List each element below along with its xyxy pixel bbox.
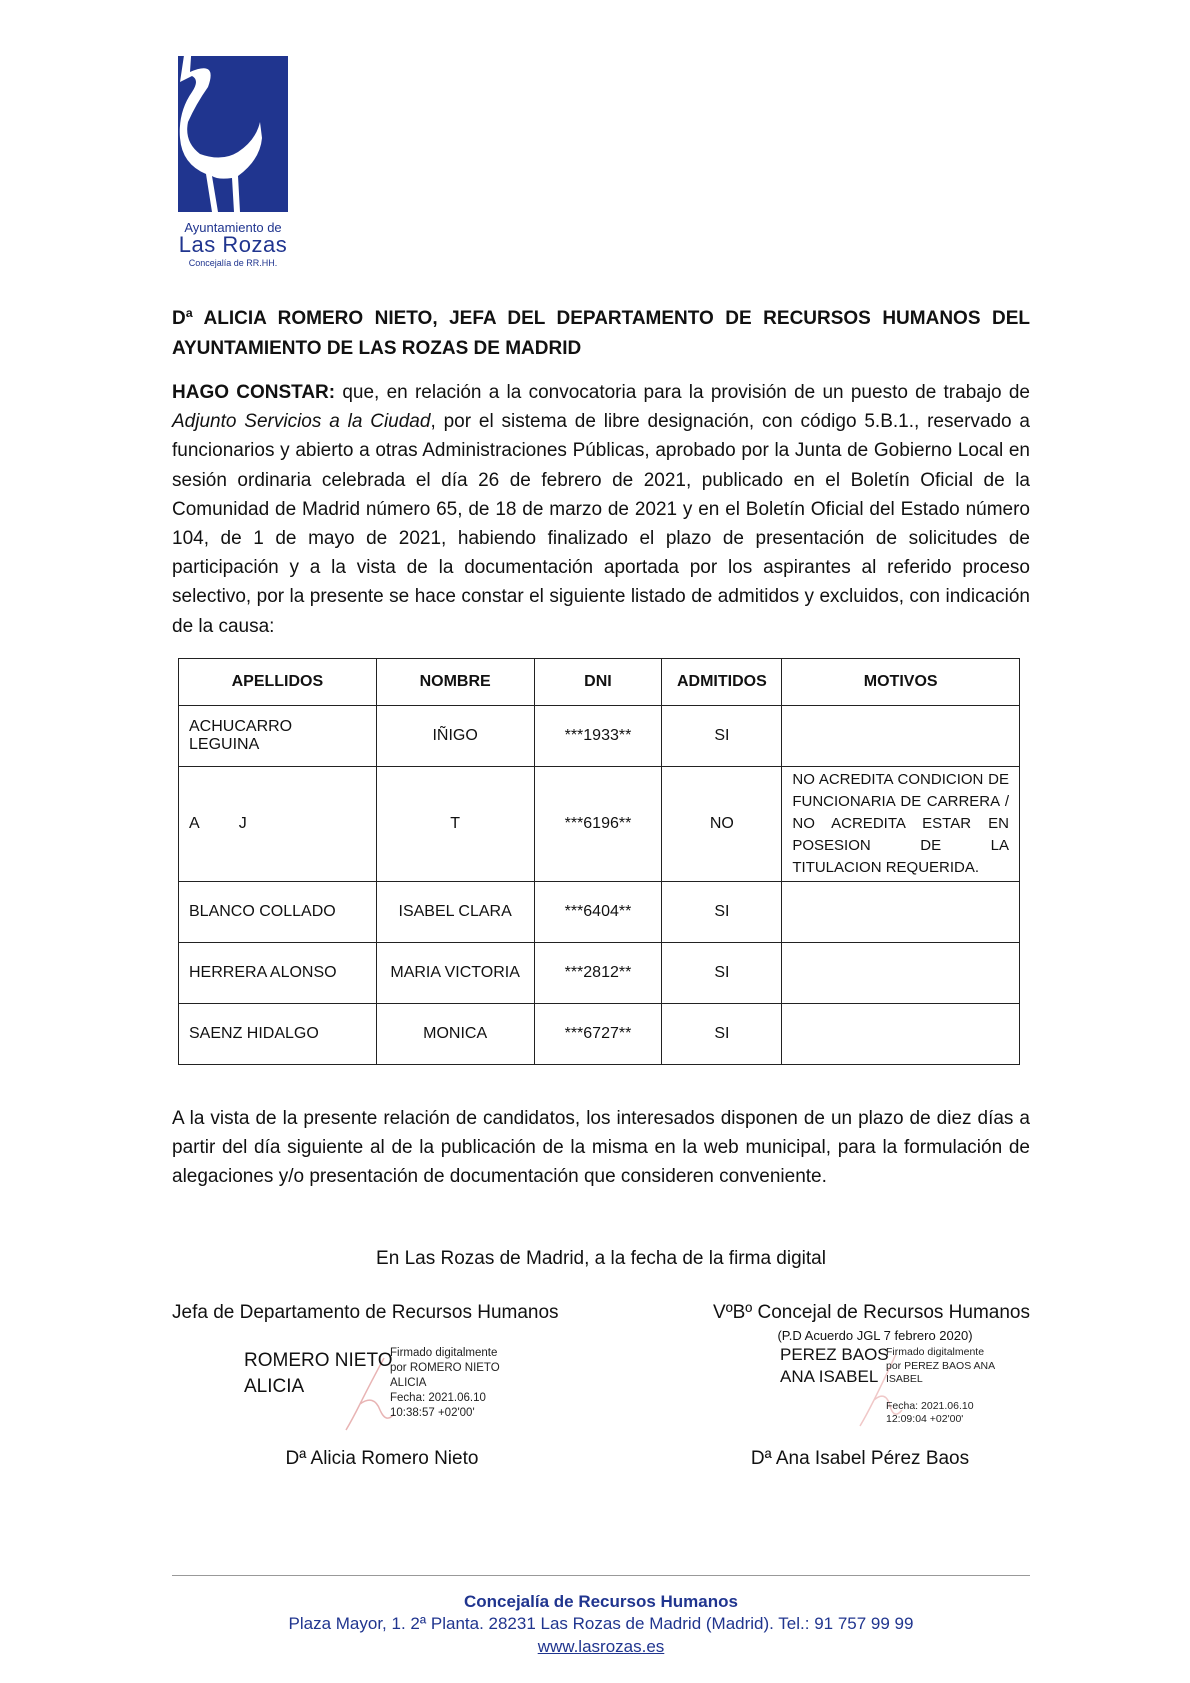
stamp-meta-line: 10:38:57 +02'00' [390, 1407, 475, 1419]
left-signer-name: Dª Alicia Romero Nieto [285, 1448, 479, 1469]
stamp-name [780, 1344, 890, 1388]
stamp-name-line-2: ALICIA [244, 1376, 305, 1397]
cell-admitidos: SI [662, 943, 782, 1004]
stamp-meta-line: Fecha: 2021.06.10 [390, 1392, 486, 1404]
cell-admitidos: SI [662, 1004, 782, 1065]
cell-dni: ***6404** [534, 882, 662, 943]
logo-line-3: Concejalía de RR.HH. [188, 258, 278, 268]
cell-admitidos: NO [662, 767, 782, 882]
cell-motivos [782, 706, 1020, 767]
stamp-meta [390, 1346, 530, 1421]
stamp-meta-line: ISABEL [886, 1373, 923, 1385]
stamp-meta-line: Firmado digitalmente [390, 1347, 498, 1359]
certification-paragraph [172, 378, 1030, 641]
table-row [179, 767, 1020, 882]
table-row [179, 943, 1020, 1004]
header-admitidos: ADMITIDOS [662, 659, 782, 706]
footer-title: Concejalía de Recursos Humanos [464, 1592, 738, 1611]
cell-admitidos: SI [662, 882, 782, 943]
stamp-meta-line: por PEREZ BAOS ANA [886, 1359, 996, 1372]
footer-address: Plaza Mayor, 1. 2ª Planta. 28231 Las Rozas de Madrid (Madrid). Tel.: 91 757 99 99 [288, 1614, 914, 1633]
cell-nombre: IÑIGO [376, 706, 534, 767]
cell-motivos [782, 1004, 1020, 1065]
cell-apellidos: A J [179, 767, 377, 882]
cell-dni: ***2812** [534, 943, 662, 1004]
hago-constar-label: HAGO CONSTAR: [172, 382, 336, 403]
digital-signature-stamp-left [240, 1346, 540, 1436]
logo-line-2: Las Rozas [178, 232, 288, 257]
heron-emblem-icon [178, 42, 288, 212]
cell-apellidos: SAENZ HIDALGO [179, 1004, 377, 1065]
cell-nombre: MONICA [376, 1004, 534, 1065]
footer-website-link[interactable]: www.lasrozas.es [537, 1637, 665, 1656]
cell-apellidos: ACHUCARRO LEGUINA [179, 706, 377, 767]
stamp-meta-line: ALICIA [390, 1377, 427, 1389]
header-nombre: NOMBRE [376, 659, 534, 706]
stamp-meta-line: Firmado digitalmente [886, 1346, 985, 1358]
right-signer-subtitle: (P.D Acuerdo JGL 7 febrero 2020) [777, 1328, 973, 1343]
document-heading: Dª ALICIA ROMERO NIETO, JEFA DEL DEPARTAMENTO DE RECURSOS HUMANOS DEL AYUNTAMIENTO DE LAS ROZAS DE MADRID [172, 308, 1030, 359]
body-text-1: que, en relación a la convocatoria para la provisión de un puesto de trabajo de [335, 382, 1030, 403]
cell-dni: ***6196** [534, 767, 662, 882]
table-row [179, 706, 1020, 767]
cell-admitidos: SI [662, 706, 782, 767]
candidates-table [178, 658, 1020, 1065]
header-dni: DNI [534, 659, 662, 706]
stamp-meta-line: 12:09:04 +02'00' [886, 1413, 964, 1425]
stamp-meta [886, 1346, 1026, 1427]
cell-apellidos: HERRERA ALONSO [179, 943, 377, 1004]
header-apellidos: APELLIDOS [179, 659, 377, 706]
logo-line-1: Ayuntamiento de [184, 220, 282, 235]
stamp-meta-line: Fecha: 2021.06.10 [886, 1399, 974, 1412]
stamp-meta-spacer [886, 1387, 1026, 1400]
stamp-name-line-1: ROMERO NIETO [244, 1350, 393, 1371]
cell-nombre: MARIA VICTORIA [376, 943, 534, 1004]
digital-signature-stamp-right [776, 1344, 1036, 1434]
right-signer-name: Dª Ana Isabel Pérez Baos [750, 1448, 970, 1469]
table-row [179, 882, 1020, 943]
cell-motivos [782, 882, 1020, 943]
right-signer-title: VºBº Concejal de Recursos Humanos [713, 1302, 1030, 1323]
stamp-meta-line: por ROMERO NIETO [390, 1362, 500, 1374]
stamp-name-line-2: ANA ISABEL [780, 1367, 879, 1386]
table-header-row [179, 659, 1020, 706]
stamp-name [244, 1348, 394, 1400]
body-text-2: , por el sistema de libre designación, con código 5.B.1., reservado a funcionarios y abierto a otras Administraciones Públicas, aprobado por la Junta de Gobierno Local en sesión ordinaria celebrada el día 26 de febrero de 2021, publicado en el Boletín Oficial de la Comunidad de Madrid número 65, de 18 de marzo de 2021 y en el Boletín Oficial del Estado número 104, de 1 de mayo de 2021, habiendo finalizado el plazo de presentación de solicitudes de participación y a la vista de la documentación aportada por los aspirantes al referido proceso selectivo, por la presente se hace constar el siguiente listado de admitidos y excluidos, con indicación de la causa: [172, 411, 1031, 637]
cell-nombre: ISABEL CLARA [376, 882, 534, 943]
cell-motivos [782, 943, 1020, 1004]
cell-apellidos: BLANCO COLLADO [179, 882, 377, 943]
header-motivos: MOTIVOS [782, 659, 1020, 706]
place-date-line: En Las Rozas de Madrid, a la fecha de la firma digital [376, 1248, 826, 1269]
cell-motivos: NO ACREDITA CONDICION DE FUNCIONARIA DE CARRERA / NO ACREDITA ESTAR EN POSESION DE LA TITULACION REQUERIDA. [782, 767, 1020, 882]
footer-divider [172, 1575, 1030, 1576]
stamp-name-line-1: PEREZ BAOS [780, 1345, 889, 1364]
job-title: Adjunto Servicios a la Ciudad [172, 411, 431, 433]
table-row [179, 1004, 1020, 1065]
cell-nombre: T [376, 767, 534, 882]
cell-dni: ***6727** [534, 1004, 662, 1065]
left-signer-title: Jefa de Departamento de Recursos Humanos [172, 1302, 559, 1323]
cell-dni: ***1933** [534, 706, 662, 767]
ayuntamiento-logo [168, 42, 298, 267]
closing-paragraph: A la vista de la presente relación de candidatos, los interesados disponen de un plazo de diez días a partir del día siguiente al de la publicación de la misma en la web municipal, para la formulación de alegaciones y/o presentación de documentación que consideren conveniente. [172, 1108, 1030, 1188]
